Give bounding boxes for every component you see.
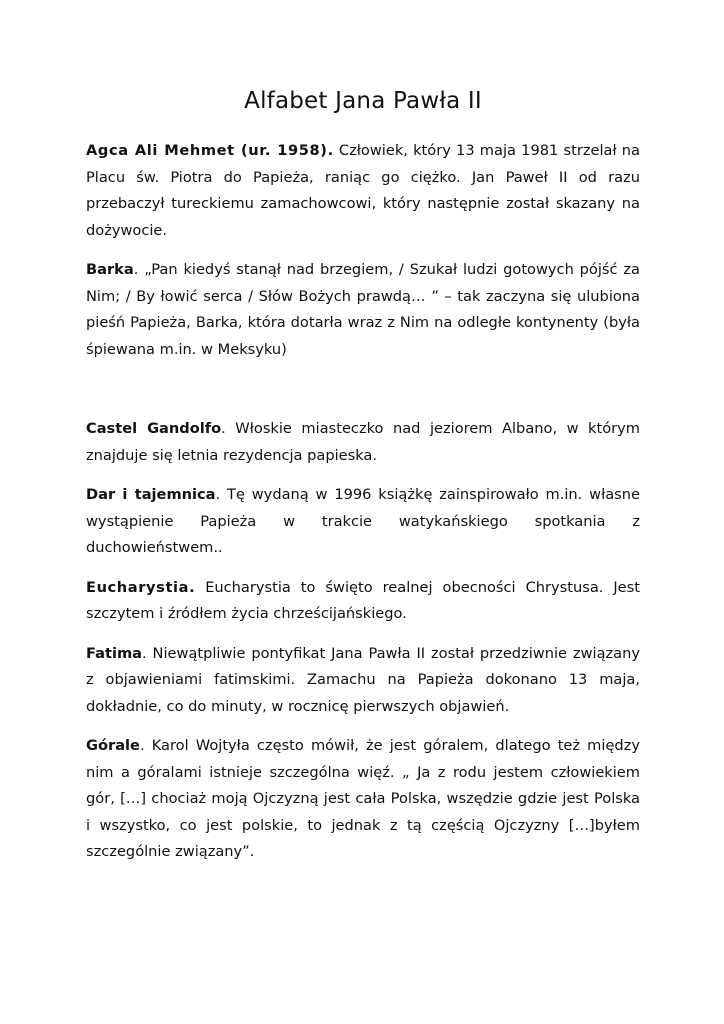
entry-term: Castel Gandolfo bbox=[86, 420, 222, 437]
entry-agca bbox=[86, 138, 640, 244]
entry-term: Fatima bbox=[86, 644, 142, 662]
entry-text: . Tę wydaną w 1996 książkę zainspirowało m.in. własne wystąpienie Papieża w trakcie watykańskiego spotkania z duchowieństwem.. bbox=[86, 486, 640, 556]
entry-text: Człowiek, który 13 maja 1981 strzelał na Placu św. Piotra do Papieża, raniąc go ciężko. Jan Paweł II od razu przebaczył tureckiemu zamachowcowi, który następnie został skazany na dożywocie. bbox=[86, 142, 640, 239]
entry-text: . „Pan kiedyś stanął nad brzegiem, / Szukał ludzi gotowych pójść za Nim; / By łowić serca / Słów Bożych prawdą… ” – tak zaczyna się ulubiona pieśń Papieża, Barka, która dotarła wraz z Nim na odległe kontynenty (była śpiewana m.in. w Meksyku) bbox=[86, 261, 640, 358]
entry-gorale bbox=[86, 733, 640, 866]
entry-eucharystia bbox=[86, 575, 640, 628]
entry-term: Dar i tajemnica bbox=[86, 486, 216, 503]
entry-barka bbox=[86, 257, 640, 363]
entry-text: . Karol Wojtyła często mówił, że jest góralem, dlatego też między nim a góralami istnieje szczególna więź. „ Ja z rodu jestem człowiekiem gór, […] chociaż moją Ojczyzną jest cała Polska, wszędzie gdzie jest Polska i wszystko, co jest polskie, to jednak z tą częścią Ojczyzny […]byłem szczególnie związany”. bbox=[86, 737, 640, 860]
entry-fatima bbox=[86, 641, 640, 721]
entry-castel-gandolfo bbox=[86, 416, 640, 469]
blank-space bbox=[86, 376, 640, 416]
document-page bbox=[86, 88, 640, 879]
entry-term: Eucharystia. bbox=[86, 578, 196, 596]
document-title: Alfabet Jana Pawła II bbox=[244, 88, 482, 114]
entry-term: Agca Ali Mehmet (ur. 1958). bbox=[86, 142, 334, 159]
entry-dar-i-tajemnica bbox=[86, 482, 640, 562]
entry-text: Eucharystia to święto realnej obecności Chrystusa. Jest szczytem i źródłem życia chrześcijańskiego. bbox=[86, 578, 640, 622]
entry-term: Górale bbox=[86, 737, 140, 754]
entry-term: Barka bbox=[86, 261, 134, 278]
entry-text: . Niewątpliwie pontyfikat Jana Pawła II został przedziwnie związany z objawieniami fatimskimi. Zamachu na Papieża dokonano 13 maja, dokładnie, co do minuty, w rocznicę pierwszych objawień. bbox=[86, 644, 640, 715]
entry-text: . Włoskie miasteczko nad jeziorem Albano, w którym znajduje się letnia rezydencja papieska. bbox=[86, 420, 640, 464]
